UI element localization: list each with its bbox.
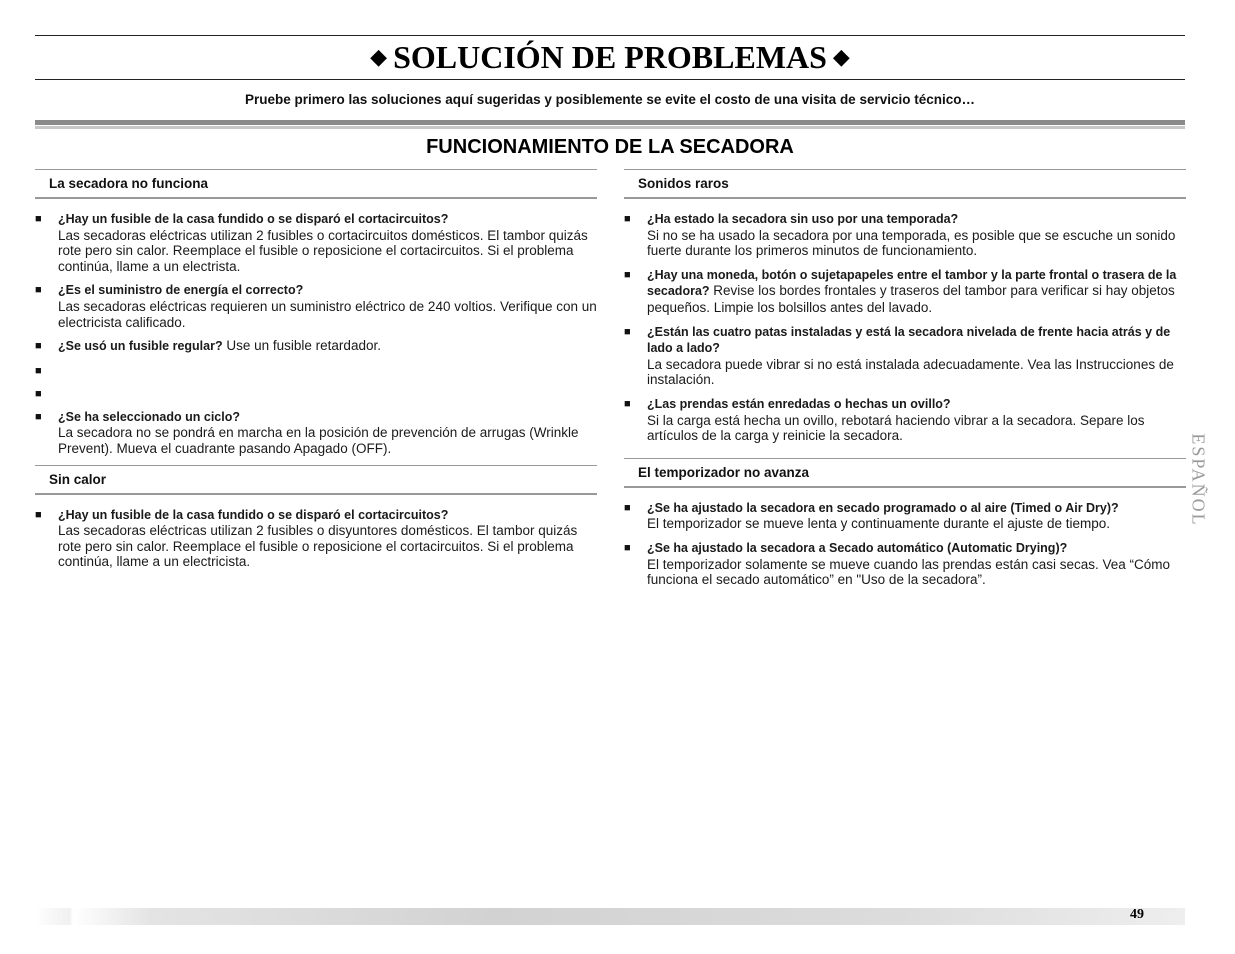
bullet-icon: ■	[624, 213, 631, 225]
list-item-empty	[35, 363, 597, 378]
list-item	[624, 211, 1186, 259]
section-divider	[35, 120, 1185, 125]
bullet-icon: ■	[35, 410, 42, 423]
subsection-title: Sonidos raros	[638, 176, 729, 191]
title-bottom-rule	[35, 79, 1185, 80]
language-label: ESPAÑOL	[1188, 433, 1209, 527]
bullet-icon: ■	[624, 541, 631, 554]
troubleshoot-list	[35, 507, 597, 570]
answer: La secadora puede vibrar si no está instalada adecuadamente. Vea las Instrucciones de instalación.	[647, 356, 1174, 388]
troubleshoot-list	[624, 211, 1186, 444]
question: ¿Hay una moneda, botón o sujetapapeles entre el tambor y la parte frontal o trasera de la secadora?	[647, 267, 1177, 299]
intro-text: Pruebe primero las soluciones aquí sugeridas y posiblemente se evite el costo de una visita de servicio técnico…	[244, 92, 975, 107]
section-divider-thin	[35, 126, 1185, 129]
bullet-icon: ■	[35, 387, 42, 400]
question: ¿Ha estado la secadora sin uso por una temporada?	[647, 212, 959, 226]
page-number: 49	[1130, 907, 1144, 922]
left-column	[35, 169, 597, 578]
question: ¿Es el suministro de energía el correcto?	[58, 283, 304, 298]
diamond-icon: ◆	[370, 44, 388, 69]
question: ¿Hay un fusible de la casa fundido o se disparó el cortacircuitos?	[58, 212, 449, 226]
question: ¿Hay un fusible de la casa fundido o se disparó el cortacircuitos?	[58, 507, 449, 522]
subsection-header	[35, 465, 597, 495]
troubleshoot-list	[624, 500, 1186, 588]
list-item	[35, 507, 597, 570]
answer: Use un fusible retardador.	[226, 338, 381, 354]
diamond-icon: ◆	[832, 44, 850, 69]
subsection-header	[35, 169, 597, 199]
answer: Las secadoras eléctricas utilizan 2 fusibles o disyuntores domésticos. El tambor quizás rote pero sin calor. Reemplace el fusible o reposicione el cortacircuitos. Si el problema continúa, llame a un electricista.	[58, 523, 578, 570]
top-rule	[35, 35, 1185, 36]
bullet-icon: ■	[35, 340, 42, 353]
bullet-icon: ■	[35, 213, 42, 225]
list-item	[35, 409, 597, 457]
list-item-empty	[35, 386, 597, 401]
answer: La secadora no se pondrá en marcha en la posición de prevención de arrugas (Wrinkle Prevent). Mueva el cuadrante pasando Apagado (OFF).	[58, 425, 579, 456]
answer: El temporizador solamente se mueve cuando las prendas están casi secas. Vea “Cómo funciona el secado automático” en "Uso de la secadora”.	[647, 556, 1171, 588]
bullet-icon: ■	[35, 508, 42, 521]
question: ¿Se ha seleccionado un ciclo?	[58, 409, 240, 424]
answer: Las secadoras eléctricas utilizan 2 fusibles o cortacircuitos domésticos. El tambor quizás rote pero sin calor. Reemplace el fusible o reposicione el cortacircuitos. Si el problema continúa, llame a un electrista.	[58, 227, 588, 274]
question: ¿Están las cuatro patas instaladas y está la secadora nivelada de frente hacia atrás y de lado a lado?	[647, 324, 1171, 356]
subsection-title: La secadora no funciona	[49, 176, 209, 191]
bullet-icon: ■	[35, 364, 42, 377]
subsection-header	[624, 458, 1186, 488]
subsection-header	[624, 169, 1186, 199]
question: ¿Se ha ajustado la secadora a Secado automático (Automatic Drying)?	[647, 540, 1068, 555]
list-item	[624, 324, 1186, 388]
list-item	[624, 540, 1186, 588]
answer: Si la carga está hecha un ovillo, rebotará haciendo vibrar a la secadora. Separe los artículos de la carga y reinicie la secadora.	[647, 412, 1145, 444]
question: ¿Se usó un fusible regular?	[58, 339, 223, 354]
right-column	[624, 169, 1186, 596]
answer: Revise los bordes frontales y traseros del tambor para verificar si hay objetos pequeños. Limpie los bolsillos antes del lavado.	[647, 283, 1175, 315]
answer: Si no se ha usado la secadora por una temporada, es posible que se escuche un sonido fuerte durante los primeros minutos de funcionamiento.	[647, 227, 1176, 259]
bullet-icon: ■	[624, 501, 631, 514]
answer: Las secadoras eléctricas requieren un suministro eléctrico de 240 voltios. Verifique con un electricista calificado.	[58, 298, 597, 330]
bullet-icon: ■	[624, 325, 631, 338]
question: ¿Las prendas están enredadas o hechas un ovillo?	[647, 396, 951, 411]
bullet-icon: ■	[624, 268, 631, 281]
list-item	[35, 338, 597, 355]
list-item	[624, 267, 1186, 316]
subsection-title: Sin calor	[49, 471, 107, 487]
answer: El temporizador se mueve lenta y continuamente durante el ajuste de tiempo.	[647, 516, 1111, 532]
section-title: FUNCIONAMIENTO DE LA SECADORA	[426, 136, 794, 158]
footer-bar	[35, 908, 1185, 925]
list-item	[624, 500, 1186, 532]
list-item	[624, 396, 1186, 444]
bullet-icon: ■	[35, 284, 42, 297]
list-item	[35, 211, 597, 274]
troubleshoot-list	[35, 211, 597, 457]
bullet-icon: ■	[624, 397, 631, 410]
question: ¿Se ha ajustado la secadora en secado programado o al aire (Timed o Air Dry)?	[647, 500, 1119, 515]
page-title-text: SOLUCIÓN DE PROBLEMAS	[393, 39, 827, 75]
language-side-tab	[1185, 425, 1211, 535]
list-item	[35, 282, 597, 330]
subsection-title: El temporizador no avanza	[638, 464, 810, 480]
page-title	[35, 38, 1185, 76]
